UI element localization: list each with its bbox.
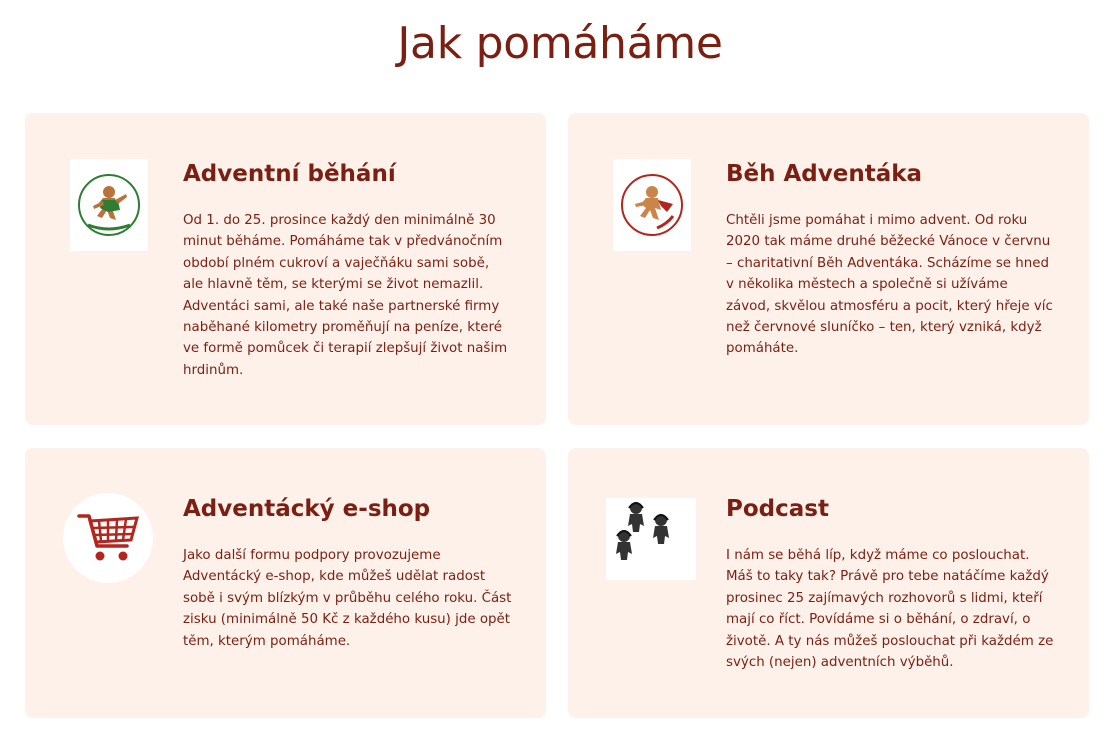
running-gingerbread-red-logo [613,159,691,251]
card-text: Chtěli jsme pomáhat i mimo advent. Od roku 2020 tak máme druhé běžecké Vánoce v červnu – charitativní Běh Adventáka. Scházíme se hned v několika městech a společně si užíváme závod, skvělou atmosféru a pocit, který hřeje víc než červnové sluníčko – ten, který vzniká, když pomáháte. [726,213,1053,357]
card-beh-adventaka [568,113,1089,425]
card-podcast [568,448,1089,718]
running-gingerbread-green-logo [70,159,148,251]
card-adventni-behani [25,113,546,425]
card-text: I nám se běhá líp, když máme co poslouchat. Máš to taky tak? Právě pro tebe natáčíme každý prosinec 25 zajímavých rozhovorů s lidmi, kteří mají co říct. Povídáme si o běhání, o zdraví, o životě. A ty nás můžeš poslouchat při každém ze svých (nejen) adventních výběhů. [726,548,1054,671]
card-title: Podcast [726,496,829,522]
card-adventacky-eshop [25,448,546,718]
page-title: Jak pomáháme [397,18,723,69]
card-title: Běh Adventáka [726,161,923,187]
shopping-cart-icon [63,493,153,583]
card-title: Adventní běhání [183,161,396,187]
card-title: Adventácký e-shop [183,496,431,522]
card-text: Jako další formu podpory provozujeme Adventácký e-shop, kde můžeš udělat radost sobě i svým blízkým v průběhu celého roku. Část zisku (minimálně 50 Kč z každého kusu) jde opět těm, kterým pomáháme. [183,548,512,649]
podcast-gingerbread-headphones-logo [606,498,696,580]
card-text: Od 1. do 25. prosince každý den minimálně 30 minut běháme. Pomáháme tak v předvánočním období plném cukroví a vaječňáku sami sobě, ale hlavně těm, se kterými se život nemazlil. Adventáci sami, ale také naše partnerské firmy naběhané kilometry proměňují na peníze, které ve formě pomůcek či terapií zlepšují život našim hrdinům. [183,213,508,378]
